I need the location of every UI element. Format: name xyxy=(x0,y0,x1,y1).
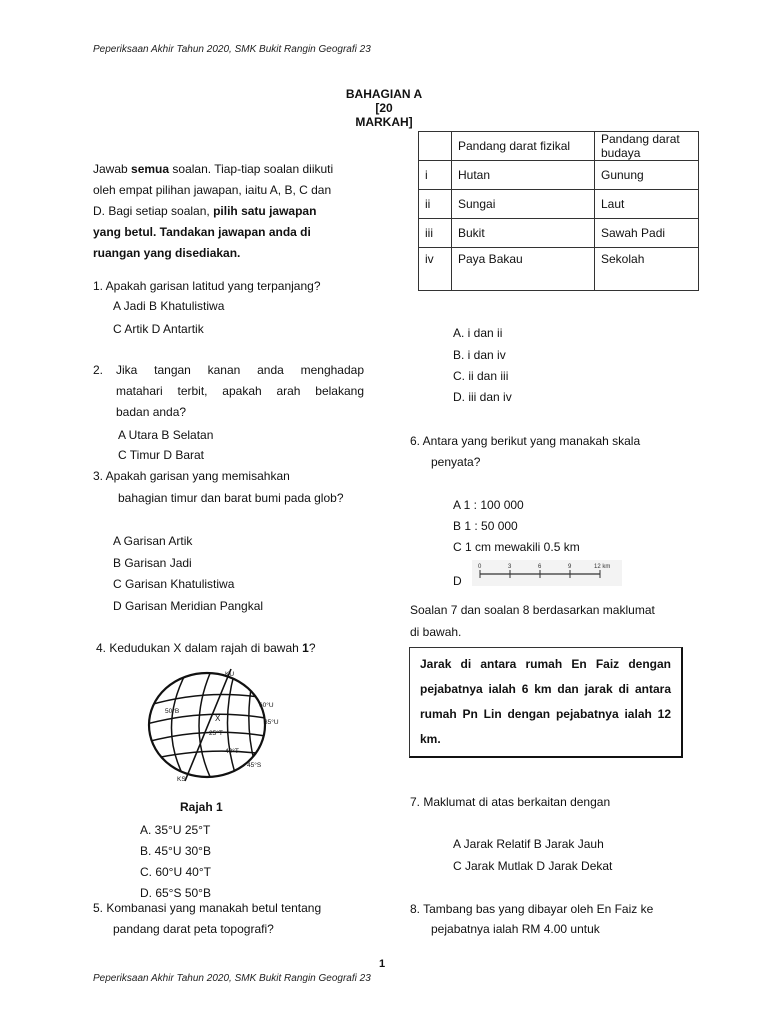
q5-stem-line1: 5. Kombanasi yang manakah betul tentang xyxy=(93,901,322,915)
scale-label: 6 xyxy=(538,564,542,570)
instructions-line2: oleh empat pilihan jawapan, iaitu A, B, C dan xyxy=(93,183,332,197)
longitude-line xyxy=(227,671,237,779)
figure-caption: Rajah 1 xyxy=(180,800,223,814)
q4-option-c: C. 60°U 40°T xyxy=(140,865,211,879)
table-cell-num: iv xyxy=(419,248,452,291)
scale-label: 12 km xyxy=(594,564,611,570)
q3-option-a: A Garisan Artik xyxy=(113,534,193,548)
instructions-line5: ruangan yang disediakan. xyxy=(93,246,241,260)
q3-option-b: B Garisan Jadi xyxy=(113,556,192,570)
globe-label-50b: 50°B xyxy=(165,708,180,715)
globe-label-x: X xyxy=(215,714,221,723)
q6-option-b: B 1 : 50 000 xyxy=(453,519,518,533)
globe-label-ks: KS xyxy=(177,776,186,783)
q2-number: 2. xyxy=(93,363,104,377)
globe-label-25t: 25°T xyxy=(209,730,223,737)
q5-option-a: A. i dan ii xyxy=(453,326,503,340)
info-box-line2: pejabatnya ialah 6 km dan jarak di antara xyxy=(420,682,671,696)
scale-label: 9 xyxy=(568,564,572,570)
q78-intro-line2: di bawah. xyxy=(410,625,462,639)
table-cell-num: iii xyxy=(419,219,452,248)
table-cell: Gunung xyxy=(595,161,699,190)
q3-stem-line1: 3. Apakah garisan yang memisahkan xyxy=(93,469,290,483)
instructions-text: Jawab xyxy=(93,162,132,176)
table-row xyxy=(419,248,699,291)
page-header: Peperiksaan Akhir Tahun 2020, SMK Bukit Rangin Geografi 23 xyxy=(93,44,371,55)
globe-label-40t: 40°T xyxy=(225,748,239,755)
q5-stem-line2: pandang darat peta topografi? xyxy=(113,922,274,936)
latitude-line xyxy=(143,714,271,725)
q6-option-c: C 1 cm mewakili 0.5 km xyxy=(453,540,580,554)
q6-option-d: D xyxy=(453,574,462,588)
table-cell: Bukit xyxy=(452,219,595,248)
instructions-emphasis: pilih satu jawapan xyxy=(213,204,317,218)
instructions-line1 xyxy=(93,159,363,180)
q4-option-b: B. 45°U 30°B xyxy=(140,844,211,858)
q8-stem-line2: pejabatnya ialah RM 4.00 untuk xyxy=(431,922,600,936)
table-cell: Sawah Padi xyxy=(595,219,699,248)
section-title-line2: [20 xyxy=(375,101,393,115)
table-cell: Laut xyxy=(595,190,699,219)
table-cell: Sungai xyxy=(452,190,595,219)
table-row xyxy=(419,190,699,219)
q1-option-cd: C Artik D Antartik xyxy=(113,322,204,336)
q6-stem-line1: 6. Antara yang berikut yang manakah skala xyxy=(410,434,641,448)
section-title xyxy=(334,87,434,129)
info-box xyxy=(409,647,683,758)
q78-intro-line1: Soalan 7 dan soalan 8 berdasarkan maklumat xyxy=(410,603,655,617)
q7-option-cd: C Jarak Mutlak D Jarak Dekat xyxy=(453,859,613,873)
scale-label: 0 xyxy=(478,564,482,570)
instructions-line3 xyxy=(93,201,363,222)
latitude-line xyxy=(143,695,271,708)
table-cell: Hutan xyxy=(452,161,595,190)
q7-option-ab: A Jarak Relatif B Jarak Jauh xyxy=(453,837,604,851)
section-title-line1: BAHAGIAN A xyxy=(345,87,423,101)
q2-stem-line2: matahari terbit, apakah arah belakang xyxy=(116,384,364,398)
q3-option-c: C Garisan Khatulistiwa xyxy=(113,577,235,591)
q2-stem-line1: Jika tangan kanan anda menghadap xyxy=(116,363,364,377)
table-header-cell: Pandang darat fizikal xyxy=(452,132,595,161)
table-header-cell xyxy=(419,132,452,161)
earth-axis xyxy=(185,669,231,781)
globe-label-45s: 45°S xyxy=(247,762,262,769)
q3-stem-line2: bahagian timur dan barat bumi pada glob? xyxy=(118,491,344,505)
q4-option-d: D. 65°S 50°B xyxy=(140,886,211,900)
scale-bar xyxy=(472,560,622,586)
latitude-line xyxy=(143,732,271,743)
info-box-line3: rumah Pn Lin dengan pejabatnya ialah 12 xyxy=(420,707,671,721)
table-cell: Sekolah xyxy=(595,248,699,291)
page-number: 1 xyxy=(379,958,386,970)
q1-option-ab: A Jadi B Khatulistiwa xyxy=(113,299,225,313)
q2-stem-line3: badan anda? xyxy=(116,405,187,419)
globe-label-ku: KU xyxy=(225,671,235,678)
globe-label-35u: 35°U xyxy=(264,719,279,726)
q5-option-d: D. iii dan iv xyxy=(453,390,512,404)
section-title-line3: MARKAH] xyxy=(355,115,413,129)
longitude-line xyxy=(199,671,211,779)
q6-stem-line2: penyata? xyxy=(431,455,481,469)
table-cell-num: i xyxy=(419,161,452,190)
instructions-line4: yang betul. Tandakan jawapan anda di xyxy=(93,225,311,239)
q4-stem-text: 4. Kedudukan X dalam rajah di bawah xyxy=(96,641,303,655)
q4-stem xyxy=(96,641,316,656)
table-cell-num: ii xyxy=(419,190,452,219)
q6-option-a: A 1 : 100 000 xyxy=(453,498,524,512)
scale-label: 3 xyxy=(508,564,512,570)
q3-option-d: D Garisan Meridian Pangkal xyxy=(113,599,264,613)
q1-stem: 1. Apakah garisan latitud yang terpanjang? xyxy=(93,279,321,293)
instructions-text: D. Bagi setiap soalan, xyxy=(93,204,214,218)
q5-option-c: C. ii dan iii xyxy=(453,369,509,383)
longitude-line xyxy=(171,671,187,779)
instructions-emphasis: semua xyxy=(131,162,170,176)
table-header-row xyxy=(419,132,699,161)
q7-stem: 7. Maklumat di atas berkaitan dengan xyxy=(410,795,611,809)
table-cell: Paya Bakau xyxy=(452,248,595,291)
page-footer: Peperiksaan Akhir Tahun 2020, SMK Bukit Rangin Geografi 23 xyxy=(93,973,371,984)
table-header-cell: Pandang darat budaya xyxy=(595,132,699,161)
instructions-text: soalan. Tiap-tiap soalan diikuti xyxy=(169,162,334,176)
globe-figure xyxy=(137,667,277,785)
table-row xyxy=(419,219,699,248)
info-box-line1: Jarak di antara rumah En Faiz dengan xyxy=(420,657,671,671)
q4-option-a: A. 35°U 25°T xyxy=(140,823,211,837)
instructions xyxy=(93,159,363,264)
q5-option-b: B. i dan iv xyxy=(453,348,506,362)
q8-stem-line1: 8. Tambang bas yang dibayar oleh En Faiz ke xyxy=(410,902,654,916)
landscape-table xyxy=(418,131,699,291)
q4-stem-text: ? xyxy=(308,641,316,655)
q4-figure-ref: 1 xyxy=(302,641,309,655)
globe-label-60u: 60°U xyxy=(259,702,274,709)
q2-option-cd: C Timur D Barat xyxy=(118,448,205,462)
table-row xyxy=(419,161,699,190)
q2-option-ab: A Utara B Selatan xyxy=(118,428,214,442)
info-box-line4: km. xyxy=(420,732,441,746)
